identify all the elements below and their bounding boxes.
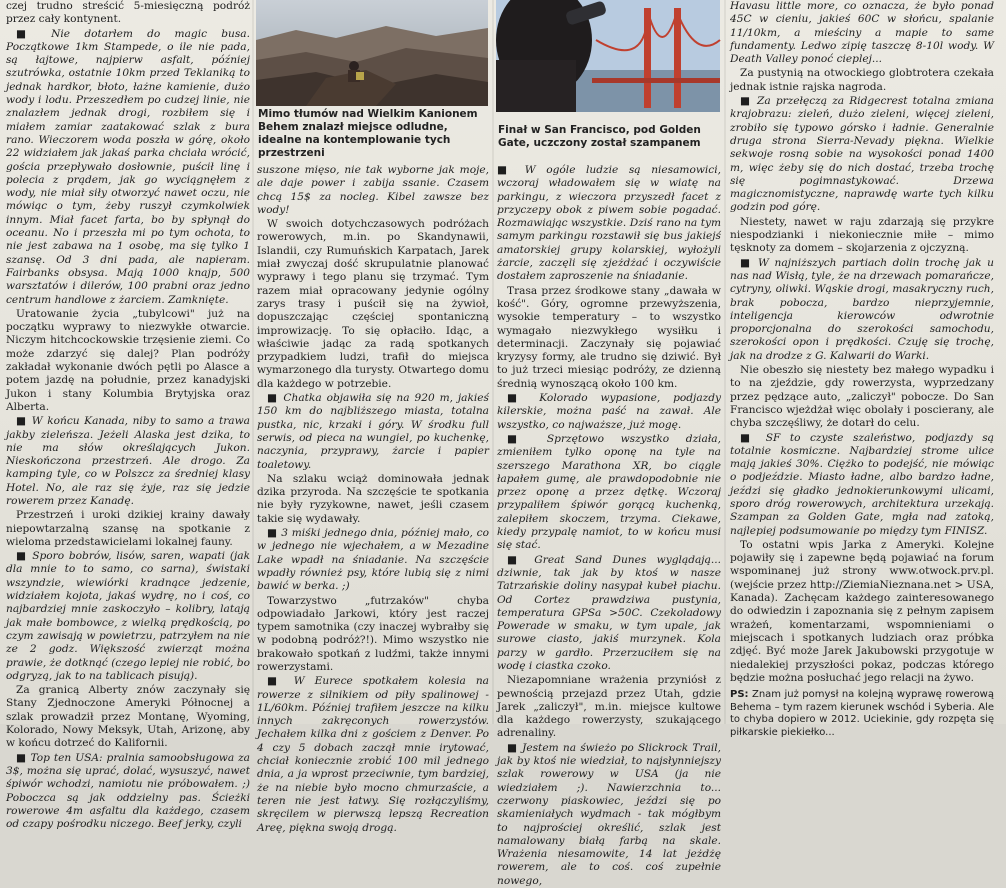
- paragraph: ■ Nie dotarłem do magic busa. Początkowe 1km Stampede, o ile nie pada, są łajtowe, najpierw asfalt, później szutrówka, ostatnie 10km przed Teklaniką to jednak hardkor, błoto, łażne kamienie, dużo wody i lodu. Przeszedłem po cudzej linie, nie znalazłem jednak drogi, rozbiłem się i miałem zamiar zaatakować szlak z bura rano. Wieczorem woda poszła w górę, około 22 widziałem jak jakaś parka chciała wrócić, gościa przepływało dosłownie, puścił linę i polecia z prądem, jak go wyciągnęłem z wody, nie miał siły otworzyć nawet oczu, nie mówiąc o tym, żeby ruszył czymkolwiek innym. Miał facet farta, bo by spłynął do oceanu. No i przeszła mi po tym ochota, to nie jest zabawa na 1 osobę, ma się tylko 1 szansę. Od 3 dni pada, ale napieram. Fairbanks obsysa. Mają 1000 knajp, 500 warsztatów i dilerów, 100 prabni oraz jedno centrum handlowe z żarciem. Zamknięte.: [6, 27, 250, 306]
- paragraph: ■ Kolorado wypasione, podjazdy kilerskie, można paść na zawał. Ale wszystko, co najważsze, już mogę.: [497, 392, 721, 431]
- paragraph: Niezapomniane wrażenia przyniósł z pewnością przejazd przez Utah, gdzie Jarek „zaliczył", m.in. miejsce kultowe dla każdego rowerzysty, szukającego adrenaliny.: [497, 674, 721, 740]
- column-divider: [492, 0, 494, 724]
- paragraph: Havasu little more, co oznacza, że było ponad 45C w cieniu, jakieś 60C w słońcu, spalanie 11/10km, a mieściny a mapie to same fundamenty. Ledwo zipię taszczę 8-10l wody. W Death Valley ponoć cieplej...: [730, 0, 994, 66]
- postscript: [730, 689, 994, 739]
- postscript-text: Znam już pomysł na kolejną wyprawę rowerową Behema – tym razem kierunek wschód i Syberia. Ale to chyba dopiero w 2012. Uciekinie, gdy rozpęta się piłkarskie piekiełko...: [730, 689, 994, 738]
- paragraph: ■ W końcu Kanada, niby to samo a trawa jakby zieleńsza. Jeżeli Alaska jest dzika, to nie ma słów określających Jukon. Nieskończona przestrzeń. Ale drogo. Za kamping tyle, co w Polszcz za średniej klasy Hotel. No, ale raz się żyje, raz się jedzie rowerem przez Kanadę.: [6, 415, 250, 507]
- paragraph: ■ Top ten USA: pralnia samoobsługowa za 3$, można się uprać, dolać, wysuszyć, nawet śpiwór wchodzi, namiotu nie próbowałem. ;) Poboczca są jak oddzielny pas. Ścieżki rowerowe 4m asfaltu dla każdego, czasem od czapy pośrodku niczego. Beef jerky, czyli: [6, 751, 250, 831]
- paragraph: ■ Sporo bobrów, lisów, saren, wapati (jak dla mnie to to samo, co sarna), świstaki wszyndzie, wiewiórki kradnące jedzenie, widziałem kojota, jakaś wydrę, no i coś, co najbardziej mnie zaskoczyło – kolibry, latają jak małe bombowce, z wielką prędkością, po czym zawisają w powietrzu, patrzyłem na nie ze 2 godz. Większość zwierząt można prawie, że dotknąć (czego lepiej nie robić, bo odgryzą, jak to na tablicach pisują).: [6, 550, 250, 682]
- paragraph: ■ W ogóle ludzie są niesamowici, wczoraj władowałem się w wiatę na parkingu, z wieczora przyszedł facet z przyczepy obok z piwem sobie pogadać. Rozmawiając wszystkie. Dziś rano na tym samym parkingu rozstawił się bus jakiejś amatorskiej grupy kolarskiej, wyłożyli żarcie, zaczęli się zjeżdżać i oczywiście dostałem zaproszenie na śniadanie.: [497, 164, 721, 283]
- paragraph: ■ W Eurece spotkałem kolesia na rowerze z silnikiem od piły spalinowej - 1L/60km. Później trafiłem jeszcze na kilku innych zakręconych rowerzystów. Jechałem kilka dni z gościem z Denver. Po 4 czy 5 dobach zaczął mnie irytować, chciał koniecznie zrobić 100 mil jednego dnia, a ja wprost przeciwnie, tym bardziej, że na niebie było mocno chmurzaście, a teren nie jest łatwy. Się rozłączyliśmy, skręcilem w pierwszą lepszą Recreation Areę, piękna swoją drogą.: [257, 675, 489, 834]
- paragraph: Przestrzeń i uroki dzikiej krainy dawały niepowtarzalną szansę na spotkanie z wieloma przedstawicielami lokalnej fauny.: [6, 509, 250, 548]
- article-column-1: [6, 0, 250, 831]
- paragraph: Niestety, nawet w raju zdarzają się przykre niespodzianki i niekoniecznie miłe – mimo tęsknoty za domem – skojarzenia z ojczyzną.: [730, 215, 994, 255]
- column-divider: [724, 0, 726, 724]
- paragraph: ■ Great Sand Dunes wyglądają... dziwnie, tak jak by ktoś w nasze Tatrzańskie doliny nasypał kubeł piachu. Od Cortez prawdziwa pustynia, temperatura GPSa >50C. Czekoladowy Powerade w smaku, w tym upale, jak surowe ciasto, jakiś murzynek. Kola parzy w gardło. Przerzuciłem się na wodę i ciastka czoko.: [497, 553, 721, 672]
- article-column-2: [257, 164, 489, 834]
- paragraph: suszone mięso, nie tak wyborne jak moje, ale daje power i zabija ssanie. Czasem chcą 15$ za nocleg. Kibel zawsze bez wody!: [257, 164, 489, 216]
- paragraph: W swoich dotychczasowych podróżach rowerowych, m.in. po Skandynawii, Islandii, czy Rumuńskich Karpatach, Jarek miał zwyczaj dość skrupulatnie planować wyprawy i tego planu się trzymać. Tym razem miał opracowany jedynie ogólny zarys trasy i puścił się na żywioł, dopuszczając częściej spontaniczną improwizację. To się opłaciło. Idąc, a właściwie jadąc za radą spotkanych przypadkiem ludzi, trafił do miejsca wymarzonego dla turysty. Otwartego domu dla każdego w potrzebie.: [257, 218, 489, 390]
- paragraph: Za granicą Alberty znów zaczynały się Stany Zjednoczone Ameryki Północnej a szlak prowadził przez Montanę, Wyoming, Kolorado, Nowy Meksyk, Utah, Arizonę, aby w końcu dotrzeć do Kalifornii.: [6, 684, 250, 750]
- grand-canyon-photo: [256, 0, 488, 106]
- paragraph: Uratowanie życia „tubylcowi" już na początku wyprawy to niezwykłe otwarcie. Niczym hitchcockowskie trzęsienie ziemi. Co może zdarzyć się dalej? Plan podróży zakładał wykonanie dwóch pętli po Alasce a potem jazdę na południe, przez kanadyjski Jukon i stany Kolumbia Brytyjska oraz Alberta.: [6, 307, 250, 413]
- photo-caption-golden-gate: Finał w San Francisco, pod Golden Gate, uczczony został szampanem: [498, 124, 701, 149]
- paragraph: czej trudno streścić 5-miesięczną podróż przez cały kontynent.: [6, 0, 250, 26]
- paragraph: Nie obeszło się niestety bez małego wypadku i to na zjeździe, gdy rowerzysta, wyprzedzany przez pędzące auto, „zaliczył" pobocze. Do San Francisco wjeżdżał więc obolały i poscierany, ale chyba szczęśliwy, że dotarł do celu.: [730, 364, 994, 430]
- paragraph: ■ 3 miśki jednego dnia, później mało, co w jednego nie wjechałem, a w Mezadine Lake wpadł na śniadanie. Na szczęście wpadły również psy, które lubią się z nimi bawić w berka. ;): [257, 527, 489, 593]
- postscript-label: PS:: [730, 689, 749, 701]
- paragraph: ■ Za przełęczą za Ridgecrest totalna zmiana krajobrazu: zieleń, dużo zieleni, więcej zieleni, zrobiło się typowo górsko i ładnie. Generalnie druga strona Sierra-Nevady piękna. Wielkie sekwoje rosną sobie na wysokości ponad 1400 m, więc żeby się do nich dostać, trzeba trochę się pogimnastykować. Drzewa magicznomistyczne, naprawdę warte tych kilku godzin pod górę.: [730, 95, 994, 214]
- article-column-4: [730, 0, 994, 738]
- paragraph: ■ SF to czyste szaleństwo, podjazdy są totalnie kosmiczne. Najbardziej strome ulice mają jakieś 30%. Ciężko to podejść, nie mówiąc o podjeździe. Miasto ładne, albo bardzo ładne, jeździ się gładko jednokierunkowymi ulicami, sporo dróg rowerowych, architektura urzekają. Szampan za Golden Gate, mgła nad zatoką, najlepiej podsumowanie po między tym FINISZ.: [730, 431, 994, 537]
- paragraph: Za pustynią na otwockiego globtrotera czekała jednak istnie rajska nagroda.: [730, 67, 994, 93]
- column-divider: [252, 0, 254, 724]
- article-column-3: [497, 164, 721, 887]
- paragraph: ■ Jestem na świeżo po Slickrock Trail, jak by ktoś nie wiedział, to najsłynniejszy szlak rowerowy w USA (ja nie wiedziałem ;). Nawierzchnia to... czerwony piaskowiec, jeździ się po skamieniałych wydmach - tak mógłbym to najprościej określić, szlak jest namalowany białą farbą na skale. Wrażenia niesamowite, 14 lat jeżdżę rowerem, ale to coś. coś zupełnie nowego,: [497, 741, 721, 887]
- paragraph: Na szlaku wciąż dominowała jednak dzika przyroda. Na szczęście te spotkania nie były ryzykowne, nawet, jeśli czasem takie się wydawały.: [257, 472, 489, 525]
- paragraph: ■ Sprzętowo wszystko działa, zmieniłem tylko oponę na tyle na szerszego Marathona XR, bo ciągle łapałem gumę, ale prawdopodobnie nie przez oponę a przez dętkę. Wczoraj przypaliłem śpiwór gorącą kuchenką, zalepiłem skoczem, trzyma. Ciekawe, kiedy przypalę namiot, to w końcu musi się stać.: [497, 432, 721, 552]
- paragraph: ■ Chatka objawiła się na 920 m, jakieś 150 km do najbliższego miasta, totalna pustka, nic, krzaki i góry. W środku full serwis, od pieca na wungiel, po kuchenkę, naczynia, przyprawy, żarcie i papier toaletowy.: [257, 392, 489, 471]
- golden-gate-photo: [496, 0, 720, 112]
- paragraph: ■ W najniższych partiach dolin trochę jak u nas nad Wisłą, tyle, że na drzewach pomarańcze, cytryny, oliwki. Wąskie drogi, masakryczny ruch, brak pobocza, bardzo nieprzyjemnie, inteligencja kierowców odwrotnie proporcjonalna do szerokości samochodu, szerokości opon i prędkości. Czuję się trochę, jak na drodze z G. Kalwarii do Warki.: [730, 256, 994, 362]
- paragraph: Trasa przez środkowe stany „dawała w kość". Góry, ogromne przewyższenia, wysokie temperatury – to wszystko wymagało niezwykłego wysiłku i determinacji. Zaczynały się pojawiać kryzysy formy, ale trudno się dziwić. Był to już trzeci miesiąc podróży, ze dzienną średnią wynoszącą około 100 km.: [497, 284, 721, 390]
- paragraph: To ostatni wpis Jarka z Ameryki. Kolejne pojawiły się i zapewne będą pojawiać na forum wspominanej już strony www.otwock.prv.pl. (wejście przez http://ZiemiaNieznana.net > USA, Kanada). Zachęcam każdego zainteresowanego do odwiedzin i zapoznania się z pełnym zapisem wrażeń, komentarzami, wspomnieniami o miejscach i spotkanych ludziach oraz próbka zdjęć. Być może Jarek Jakubowski przygotuje w niedalekiej przyszłości pokaz, podczas którego będzie można posłuchać jego relacji na żywo.: [730, 538, 994, 684]
- photo-caption-grand-canyon: Mimo tłumów nad Wielkim Kanionem Behem znalazł miejsce odludne, idealne na kontemplowanie tych przestrzeni: [258, 108, 478, 159]
- paragraph: Towarzystwo „futrzaków" chyba odpowiadało Jarkowi, który jest raczej typem samotnika (czy inaczej wybrałby się w podobną podróż?!). Mimo wszystko nie brakowało spotkań z ludźmi, także innymi rowerzystami.: [257, 594, 489, 673]
